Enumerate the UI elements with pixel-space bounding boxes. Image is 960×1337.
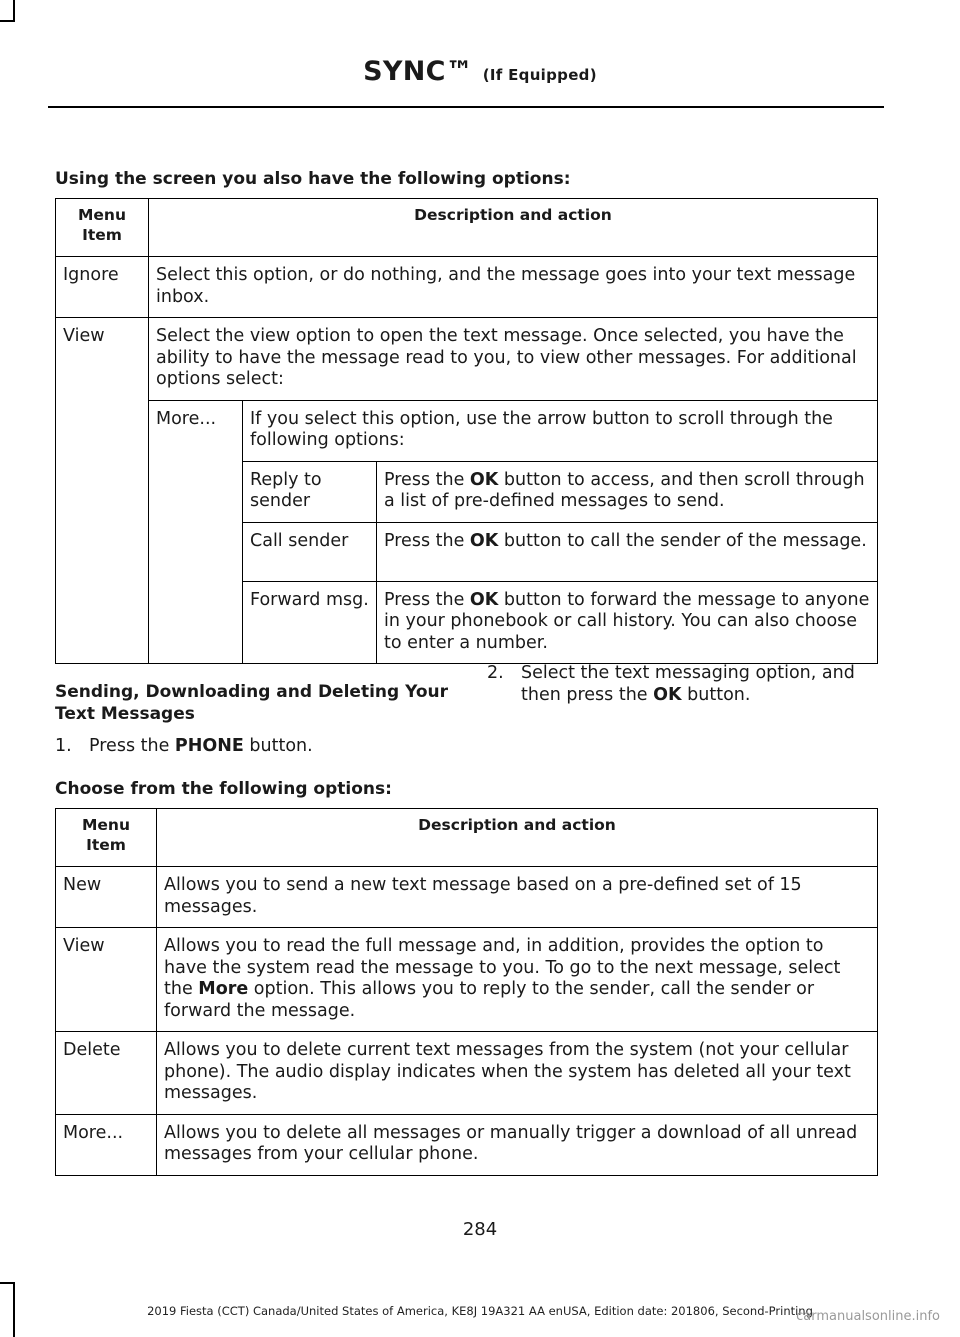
- row-item-reply: Reply to sender: [243, 461, 377, 522]
- footer-edition: 2019 Fiesta (CCT) Canada/United States of America, KE8J 19A321 AA enUSA, Edition date: 201806, Second-Printing: [147, 1304, 813, 1318]
- row-item-new: New: [56, 867, 157, 928]
- forward-desc-pre: Press the: [384, 589, 470, 610]
- step-1-number: 1.: [55, 736, 72, 756]
- text-message-options-table: [55, 808, 878, 1176]
- header-subtitle: (If Equipped): [482, 66, 597, 84]
- row-desc-reply: [377, 461, 878, 522]
- row-item-more: More...: [149, 400, 243, 664]
- row-desc-call: [377, 522, 878, 581]
- forward-desc-post: button to forward the message to anyone in your phonebook or call history. You can also choose to enter a number.: [384, 589, 870, 653]
- forward-ok-label: OK: [469, 589, 499, 610]
- step-1-post: button.: [243, 736, 313, 756]
- step-2: [487, 662, 882, 706]
- view-desc-post: option. This allows you to reply to the sender, call the sender or forward the message.: [164, 979, 815, 1021]
- page-number: 284: [462, 1219, 498, 1240]
- step-2-pre: Select the text messaging option, and then press the: [521, 663, 855, 705]
- header-divider: [48, 106, 884, 108]
- section-heading: Sending, Downloading and Deleting Your Text Messages: [55, 682, 449, 724]
- crop-mark-top-left-vertical: [13, 0, 15, 22]
- row-desc-view: Select the view option to open the text message. Once selected, you have the ability to have the message read to you, to view other messages. For additional options select:: [149, 318, 878, 401]
- step-1-phone-label: PHONE: [174, 736, 244, 756]
- call-ok-label: OK: [469, 530, 499, 551]
- row-desc-delete: Allows you to delete current text messages from the system (not your cellular phone). The audio display indicates when the system has deleted all your text messages.: [157, 1032, 878, 1115]
- col-description: Description and action: [157, 809, 878, 867]
- table-row: [56, 257, 878, 318]
- crop-mark-top-left-horizontal: [0, 20, 15, 22]
- table-row: [56, 928, 878, 1032]
- call-desc-pre: Press the: [384, 530, 470, 551]
- row-desc-ignore: Select this option, or do nothing, and the message goes into your text message inbox.: [149, 257, 878, 318]
- row-item-call: Call sender: [243, 522, 377, 581]
- step-2-ok-label: OK: [653, 685, 682, 705]
- reply-desc-post: button to access, and then scroll through a list of pre-defined messages to send.: [384, 469, 865, 511]
- view-more-label: More: [198, 979, 249, 999]
- row-item-forward: Forward msg.: [243, 581, 377, 664]
- table-row: [56, 1032, 878, 1115]
- table-header-row: [56, 809, 878, 867]
- row-desc-more: If you select this option, use the arrow button to scroll through the following options:: [243, 400, 878, 461]
- header-title: SYNC™: [363, 56, 474, 87]
- step-1: [55, 735, 455, 757]
- step-2-post: button.: [681, 685, 751, 705]
- col-menu-item: Menu Item: [56, 199, 149, 257]
- row-desc-forward: [377, 581, 878, 664]
- choose-options-heading: Choose from the following options:: [55, 779, 392, 799]
- row-desc-new: Allows you to send a new text message based on a pre-defined set of 15 messages.: [157, 867, 878, 928]
- reply-desc-pre: Press the: [384, 469, 470, 490]
- row-desc-more: Allows you to delete all messages or manually trigger a download of all unread messages from your cellular phone.: [157, 1114, 878, 1175]
- table-row: [56, 867, 878, 928]
- row-item-ignore: Ignore: [56, 257, 149, 318]
- reply-ok-label: OK: [469, 469, 499, 490]
- table-row: [56, 400, 878, 461]
- call-desc-post: button to call the sender of the message.: [498, 530, 867, 551]
- step-2-number: 2.: [487, 663, 504, 683]
- view-desc-pre: Allows you to read the full message and, in addition, provides the option to have the system read the message to you. To go to the next message, select the: [164, 936, 841, 999]
- screen-options-table: [55, 198, 878, 664]
- crop-mark-bottom-left-horizontal: [0, 1282, 15, 1284]
- step-1-pre: Press the: [89, 736, 175, 756]
- page-header: [0, 56, 960, 87]
- table-row: [56, 318, 878, 401]
- col-description: Description and action: [149, 199, 878, 257]
- row-desc-view: [157, 928, 878, 1032]
- row-item-view: View: [56, 928, 157, 1032]
- table-row: [56, 1114, 878, 1175]
- watermark: carmanualsonline.info: [796, 1309, 940, 1324]
- col-menu-item: Menu Item: [56, 809, 157, 867]
- options-intro: Using the screen you also have the following options:: [55, 169, 571, 189]
- row-item-view: View: [56, 318, 149, 664]
- row-item-delete: Delete: [56, 1032, 157, 1115]
- table-header-row: [56, 199, 878, 257]
- row-item-more: More...: [56, 1114, 157, 1175]
